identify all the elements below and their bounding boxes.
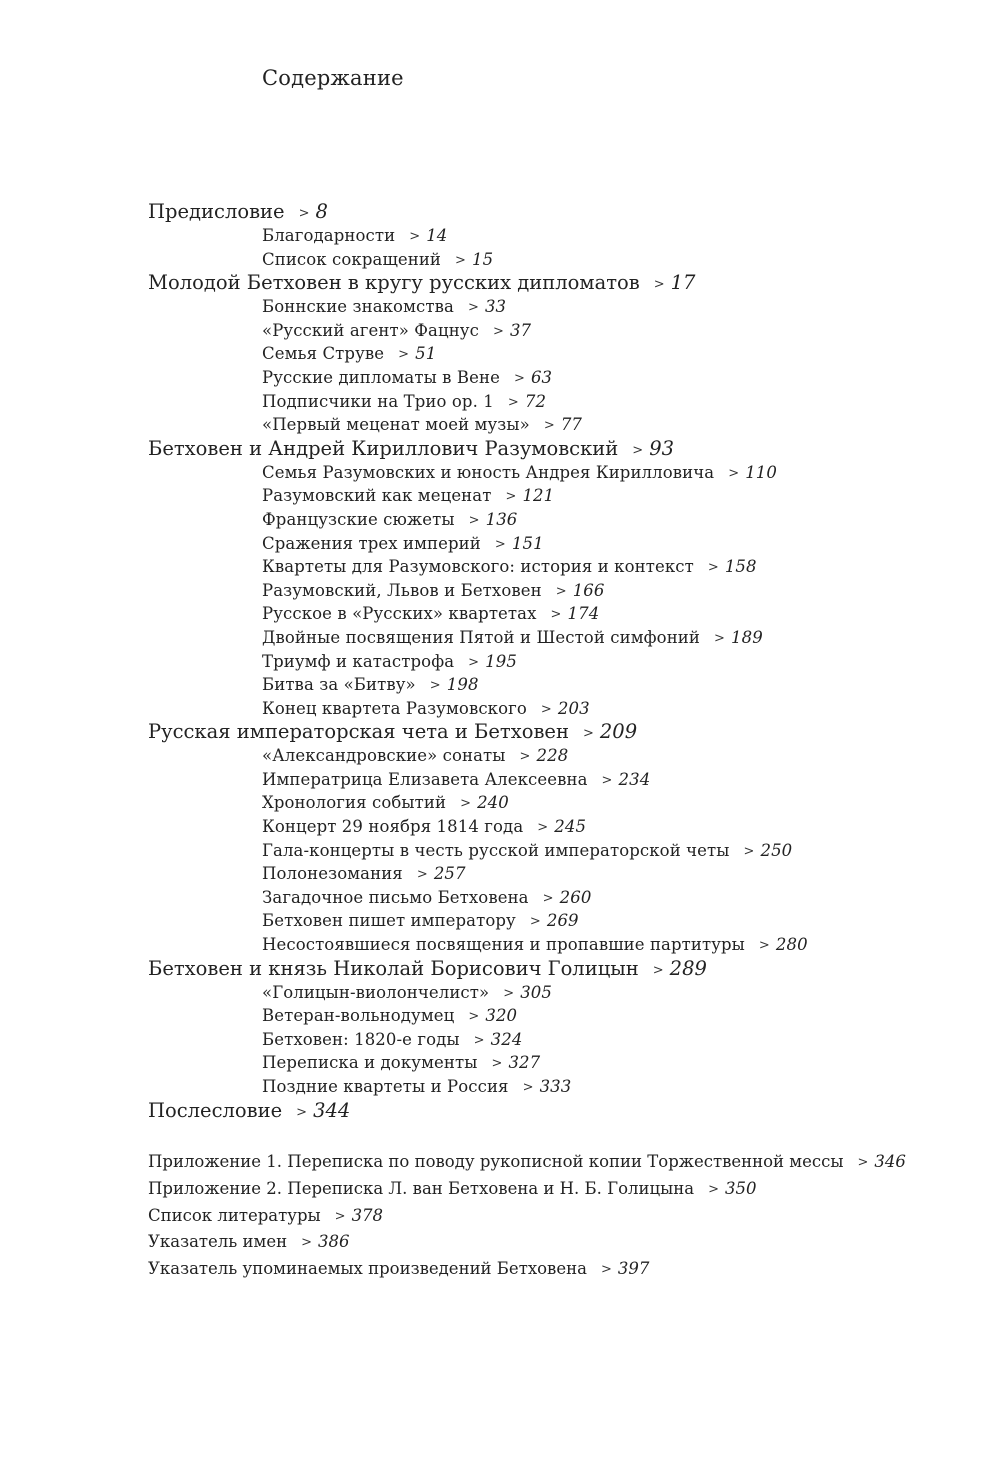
toc-entry-title: Список литературы xyxy=(148,1205,321,1225)
toc-entry-chapter[interactable] xyxy=(148,1051,968,1075)
toc-entry-chapter[interactable] xyxy=(148,224,968,248)
toc-entry-title: Ветеран-вольнодумец xyxy=(262,1006,455,1026)
toc-entry-title: Предисловие xyxy=(148,200,285,223)
toc-entry-page-number: 245 xyxy=(554,817,587,837)
toc-entry-part[interactable] xyxy=(148,437,968,461)
toc-entry-page-number: 305 xyxy=(520,982,552,1002)
arrow-icon: > xyxy=(543,418,555,434)
arrow-icon: > xyxy=(301,1235,313,1251)
toc-entry-title: Гала-концерты в честь русской императорской четы xyxy=(262,840,730,860)
toc-entry-page-number: 269 xyxy=(546,911,579,931)
toc-entry-page-number: 72 xyxy=(524,391,547,411)
toc-entry-title: Русские дипломаты в Вене xyxy=(262,367,500,387)
toc-entry-page-number: 320 xyxy=(485,1006,518,1026)
arrow-icon: > xyxy=(468,512,480,528)
arrow-icon: > xyxy=(507,394,519,410)
arrow-icon: > xyxy=(714,630,725,646)
toc-entry-chapter[interactable] xyxy=(148,981,968,1005)
toc-entry-title: Русское в «Русских» квартетах xyxy=(262,604,537,624)
toc-entry-appendix[interactable] xyxy=(148,1256,988,1283)
toc-entry-chapter[interactable] xyxy=(148,626,968,650)
arrow-icon: > xyxy=(601,772,613,788)
page-title: Содержание xyxy=(262,66,404,90)
toc-entry-chapter[interactable] xyxy=(148,909,968,933)
arrow-icon: > xyxy=(652,962,664,978)
toc-entry-title: Битва за «Битву» xyxy=(262,675,416,695)
toc-entry-title: Русская императорская чета и Бетховен xyxy=(148,720,569,744)
toc-entry-appendix[interactable] xyxy=(148,1149,988,1176)
toc-entry-title: Приложение 1. Переписка по поводу рукописной копии Торжественной мессы xyxy=(148,1152,844,1171)
toc-entry-page-number: 51 xyxy=(415,344,437,364)
toc-entry-chapter[interactable] xyxy=(148,862,968,886)
toc-entry-chapter[interactable] xyxy=(148,532,968,556)
toc-entry-chapter[interactable] xyxy=(148,461,968,485)
toc-entry-chapter[interactable] xyxy=(148,1004,968,1028)
arrow-icon: > xyxy=(632,442,644,458)
toc-entry-page-number: 324 xyxy=(490,1029,523,1049)
toc-entry-chapter[interactable] xyxy=(148,555,968,579)
toc-entry-title: Бетховен: 1820-е годы xyxy=(262,1029,460,1049)
toc-entry-title: Хронология событий xyxy=(262,793,447,813)
toc-entry-chapter[interactable] xyxy=(148,484,968,508)
toc-entry-title: Сражения трех империй xyxy=(262,533,481,553)
toc-entry-page-number: 158 xyxy=(724,557,757,577)
arrow-icon: > xyxy=(494,536,506,552)
toc-entry-page-number: 234 xyxy=(618,769,651,789)
toc-entry-page-number: 386 xyxy=(318,1232,350,1252)
toc-entry-chapter[interactable] xyxy=(148,342,968,366)
arrow-icon: > xyxy=(416,867,428,883)
toc-entry-chapter[interactable] xyxy=(148,319,968,343)
arrow-icon: > xyxy=(550,607,562,623)
arrow-icon: > xyxy=(522,1080,534,1095)
toc-entry-page-number: 37 xyxy=(509,320,532,340)
toc-entry-page-number: 280 xyxy=(775,935,808,955)
toc-entry-chapter[interactable] xyxy=(148,248,968,272)
toc-entry-title: Несостоявшиеся посвящения и пропавшие партитуры xyxy=(262,935,745,955)
toc-entry-page-number: 189 xyxy=(731,627,763,647)
toc-entry-chapter[interactable] xyxy=(148,413,968,437)
arrow-icon: > xyxy=(296,1104,308,1120)
toc-entry-part[interactable] xyxy=(148,720,968,744)
toc-entry-page-number: 378 xyxy=(351,1205,384,1225)
arrow-icon: > xyxy=(582,726,594,742)
toc-entry-part[interactable] xyxy=(148,957,968,981)
toc-entry-title: Разумовский как меценат xyxy=(262,486,492,506)
toc-entry-chapter[interactable] xyxy=(148,366,968,390)
arrow-icon: > xyxy=(758,938,770,954)
toc-entry-chapter[interactable] xyxy=(148,839,968,863)
toc-entry-part[interactable] xyxy=(148,271,968,295)
toc-entry-page-number: 346 xyxy=(874,1152,906,1171)
toc-entry-title: Молодой Бетховен в кругу русских дипломатов xyxy=(148,271,640,295)
toc-entry-page-number: 151 xyxy=(511,533,544,553)
arrow-icon: > xyxy=(707,560,719,576)
toc-entry-title: «Александровские» сонаты xyxy=(262,746,506,766)
arrow-icon: > xyxy=(455,252,467,268)
arrow-icon: > xyxy=(540,701,552,717)
arrow-icon: > xyxy=(555,583,567,599)
arrow-icon: > xyxy=(857,1155,869,1170)
toc-entry-chapter[interactable] xyxy=(148,886,968,910)
toc-entry-title: «Русский агент» Фацнус xyxy=(262,320,479,340)
arrow-icon: > xyxy=(460,796,472,812)
toc-entry-page-number: 350 xyxy=(725,1178,757,1198)
arrow-icon: > xyxy=(505,489,517,505)
arrow-icon: > xyxy=(743,843,755,859)
toc-entry-page-number: 15 xyxy=(472,249,494,269)
toc-entry-page-number: 257 xyxy=(433,864,466,884)
toc-entry-page-number: 166 xyxy=(572,580,605,600)
arrow-icon: > xyxy=(529,914,541,930)
arrow-icon: > xyxy=(503,985,515,1001)
toc-entry-chapter[interactable] xyxy=(148,508,968,532)
arrow-icon: > xyxy=(492,323,504,339)
toc-entry-page-number: 209 xyxy=(599,720,638,744)
toc-entry-page-number: 17 xyxy=(670,271,696,295)
table-of-contents xyxy=(148,200,968,1123)
arrow-icon: > xyxy=(429,678,441,694)
arrow-icon: > xyxy=(491,1056,503,1072)
toc-entry-title: Семья Струве xyxy=(262,344,385,364)
toc-entry-page-number: 77 xyxy=(560,415,583,435)
toc-entry-title: Бетховен и Андрей Кириллович Разумовский xyxy=(148,436,619,460)
toc-entry-title: Полонезомания xyxy=(262,864,403,884)
toc-entry-page-number: 63 xyxy=(530,367,553,387)
arrow-icon: > xyxy=(653,277,665,293)
toc-entry-title: Императрица Елизавета Алексеевна xyxy=(262,769,588,789)
toc-entry-appendix[interactable] xyxy=(148,1176,988,1203)
toc-entry-title: Двойные посвящения Пятой и Шестой симфоний xyxy=(262,627,700,647)
toc-entry-page-number: 289 xyxy=(669,956,707,980)
toc-entry-title: Бетховен пишет императору xyxy=(262,911,516,931)
arrow-icon: > xyxy=(708,1181,719,1197)
toc-entry-title: Подписчики на Трио ор. 1 xyxy=(262,391,494,411)
toc-entry-page-number: 228 xyxy=(536,746,569,766)
toc-entry-appendix[interactable] xyxy=(148,1229,988,1256)
toc-entry-page-number: 397 xyxy=(617,1259,650,1279)
toc-entry-chapter[interactable] xyxy=(148,390,968,414)
toc-entry-part[interactable] xyxy=(148,200,968,224)
toc-entry-chapter[interactable] xyxy=(148,673,968,697)
toc-entry-title: Послесловие xyxy=(148,1098,283,1122)
toc-entry-page-number: 110 xyxy=(745,462,777,482)
toc-entry-page-number: 333 xyxy=(539,1077,572,1096)
arrow-icon: > xyxy=(519,749,531,765)
toc-entry-chapter[interactable] xyxy=(148,768,968,792)
arrow-icon: > xyxy=(513,370,525,386)
toc-entry-title: Переписка и документы xyxy=(262,1053,478,1073)
toc-entry-chapter[interactable] xyxy=(148,1028,968,1052)
toc-entry-title: Указатель упоминаемых произведений Бетховена xyxy=(148,1259,587,1279)
toc-entry-chapter[interactable] xyxy=(148,791,968,815)
toc-entry-title: Квартеты для Разумовского: история и контекст xyxy=(262,557,694,577)
toc-entry-page-number: 33 xyxy=(484,297,507,317)
arrow-icon: > xyxy=(473,1032,485,1048)
toc-entry-title: Разумовский, Львов и Бетховен xyxy=(262,580,542,600)
arrow-icon: > xyxy=(600,1262,612,1278)
toc-entry-page-number: 327 xyxy=(508,1053,541,1073)
toc-entry-title: Указатель имен xyxy=(148,1232,288,1252)
arrow-icon: > xyxy=(298,206,310,221)
appendix-list xyxy=(148,1149,988,1283)
toc-entry-page-number: 240 xyxy=(477,793,509,813)
toc-entry-title: Триумф и катастрофа xyxy=(262,651,455,671)
toc-entry-title: Бетховен и князь Николай Борисович Голицын xyxy=(148,956,639,980)
toc-entry-page-number: 203 xyxy=(557,698,590,718)
toc-entry-page-number: 195 xyxy=(485,651,517,671)
toc-entry-title: Боннские знакомства xyxy=(262,297,454,317)
toc-entry-chapter[interactable] xyxy=(148,933,968,957)
toc-entry-chapter[interactable] xyxy=(148,697,968,721)
toc-entry-page-number: 93 xyxy=(649,436,675,460)
arrow-icon: > xyxy=(468,654,480,670)
arrow-icon: > xyxy=(542,890,554,906)
toc-entry-title: Загадочное письмо Бетховена xyxy=(262,887,529,907)
toc-entry-title: Список сокращений xyxy=(262,249,442,269)
toc-entry-page-number: 344 xyxy=(313,1098,351,1122)
toc-entry-title: Французские сюжеты xyxy=(262,509,455,529)
toc-entry-page-number: 8 xyxy=(315,200,328,223)
toc-entry-page-number: 174 xyxy=(567,604,600,624)
toc-entry-title: «Первый меценат моей музы» xyxy=(262,415,530,435)
arrow-icon: > xyxy=(398,347,410,363)
toc-entry-page-number: 121 xyxy=(522,486,555,506)
arrow-icon: > xyxy=(537,820,549,836)
toc-entry-title: Концерт 29 ноября 1814 года xyxy=(262,817,524,837)
toc-entry-page-number: 198 xyxy=(446,675,479,695)
arrow-icon: > xyxy=(728,465,740,481)
toc-entry-chapter[interactable] xyxy=(148,650,968,674)
arrow-icon: > xyxy=(468,1009,480,1025)
toc-entry-chapter[interactable] xyxy=(148,602,968,626)
toc-entry-title: Поздние квартеты и Россия xyxy=(262,1077,509,1096)
toc-entry-chapter[interactable] xyxy=(148,295,968,319)
toc-entry-title: Благодарности xyxy=(262,226,396,245)
toc-entry-page-number: 14 xyxy=(426,226,448,245)
toc-entry-page-number: 250 xyxy=(760,840,793,860)
toc-entry-page-number: 260 xyxy=(559,887,592,907)
toc-entry-part[interactable] xyxy=(148,1099,968,1123)
toc-entry-appendix[interactable] xyxy=(148,1203,988,1230)
toc-entry-page-number: 136 xyxy=(485,509,518,529)
toc-entry-chapter[interactable] xyxy=(148,744,968,768)
toc-entry-chapter[interactable] xyxy=(148,1075,968,1099)
toc-entry-title: Конец квартета Разумовского xyxy=(262,698,527,718)
arrow-icon: > xyxy=(467,300,479,316)
arrow-icon: > xyxy=(409,229,421,244)
toc-entry-chapter[interactable] xyxy=(148,815,968,839)
arrow-icon: > xyxy=(334,1208,346,1224)
toc-entry-title: Приложение 2. Переписка Л. ван Бетховена и Н. Б. Голицына xyxy=(148,1178,695,1198)
toc-entry-chapter[interactable] xyxy=(148,579,968,603)
toc-entry-title: «Голицын-виолончелист» xyxy=(262,982,490,1002)
toc-entry-title: Семья Разумовских и юность Андрея Кирилловича xyxy=(262,462,715,482)
